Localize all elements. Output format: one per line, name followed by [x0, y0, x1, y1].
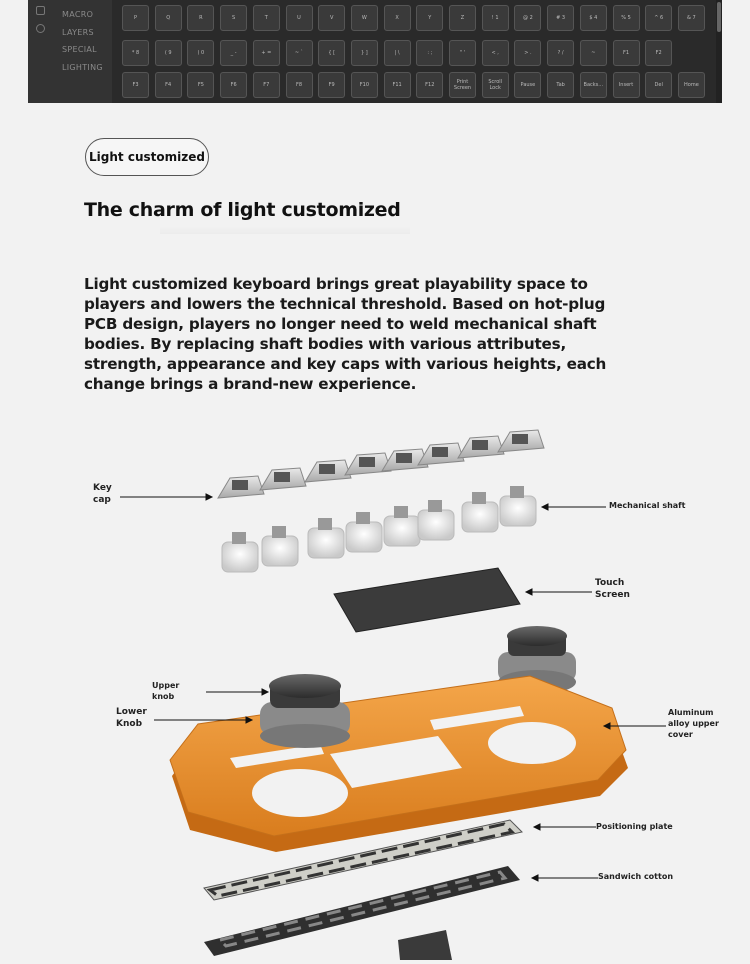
label-touch-screen	[595, 577, 630, 601]
label-line: Knob	[116, 719, 143, 729]
keyboard-key[interactable]: ~ `	[286, 40, 313, 66]
label-line: Upper	[152, 681, 180, 690]
keyboard-key[interactable]: | \	[384, 40, 411, 66]
label-line: cover	[668, 730, 693, 739]
lock-icon	[36, 6, 45, 15]
bulb-icon	[36, 24, 45, 33]
scrollbar[interactable]	[716, 0, 722, 103]
aluminum-cover	[170, 676, 628, 852]
page-title: The charm of light customized	[84, 199, 401, 221]
description-paragraph: Light customized keyboard brings great playability space to players and lowers the technical threshold. Based on hot-plug PCB design, players no longer need to weld mechanical shaft bodies. By replacing shaft bodies with various attributes, strength, appearance and key caps with various heights, each change brings a brand-new experience.	[84, 275, 607, 393]
keyboard-key[interactable]: F12	[416, 72, 443, 98]
keyboard-key[interactable]: ! 1	[482, 5, 509, 31]
key-row	[122, 72, 712, 98]
label-key-cap	[93, 482, 112, 506]
front-knob	[260, 674, 350, 748]
sidebar-item-layers[interactable]: LAYERS	[62, 28, 94, 37]
keyboard-key[interactable]: F6	[220, 72, 247, 98]
keyboard-key[interactable]: V	[318, 5, 345, 31]
keyboard-key[interactable]: Backs...	[580, 72, 607, 98]
keyboard-key[interactable]: Tab	[547, 72, 574, 98]
label-lower-knob	[116, 706, 147, 730]
key-caps	[218, 430, 544, 498]
keyboard-key[interactable]: W	[351, 5, 378, 31]
label-upper-knob	[152, 680, 179, 702]
keyboard-key[interactable]: ? /	[547, 40, 574, 66]
keyboard-key[interactable]: F5	[187, 72, 214, 98]
keyboard-key[interactable]: Print Screen	[449, 72, 476, 98]
title-reflection	[160, 226, 410, 234]
app-sidebar	[28, 0, 112, 103]
keyboard-key[interactable]: F3	[122, 72, 149, 98]
keyboard-key[interactable]: F1	[613, 40, 640, 66]
keyboard-key[interactable]: ~	[580, 40, 607, 66]
keyboard-key[interactable]: X	[384, 5, 411, 31]
keyboard-key[interactable]: T	[253, 5, 280, 31]
touch-screen-panel	[334, 568, 520, 632]
label-line: cap	[93, 495, 111, 505]
mechanical-switches	[222, 486, 536, 572]
keyboard-key[interactable]: F11	[384, 72, 411, 98]
keyboard-key[interactable]: + =	[253, 40, 280, 66]
keyboard-key[interactable]: " '	[449, 40, 476, 66]
keyboard-key[interactable]: $ 4	[580, 5, 607, 31]
keyboard-key[interactable]: ( 9	[155, 40, 182, 66]
sidebar-item-lighting[interactable]: LIGHTING	[62, 63, 103, 72]
keyboard-key[interactable]: F8	[286, 72, 313, 98]
label-line: alloy upper	[668, 719, 719, 728]
keyboard-key[interactable]: & 7	[678, 5, 705, 31]
label-line: Aluminum	[668, 708, 714, 717]
keyboard-key[interactable]: Z	[449, 5, 476, 31]
keyboard-key[interactable]: P	[122, 5, 149, 31]
keyboard-key[interactable]: U	[286, 5, 313, 31]
keyboard-key[interactable]: } ]	[351, 40, 378, 66]
keyboard-key[interactable]: @ 2	[514, 5, 541, 31]
keyboard-key[interactable]: # 3	[547, 5, 574, 31]
label-line: Key	[93, 483, 112, 493]
scroll-thumb[interactable]	[717, 2, 721, 32]
keyboard-key[interactable]: : ;	[416, 40, 443, 66]
label-line: knob	[152, 692, 175, 701]
keyboard-key[interactable]: S	[220, 5, 247, 31]
label-sandwich-cotton: Sandwich cotton	[598, 872, 674, 881]
keyboard-key[interactable]: * 8	[122, 40, 149, 66]
keyboard-key[interactable]: Pause	[514, 72, 541, 98]
label-line: Touch	[595, 578, 625, 588]
keymap-app-screenshot	[28, 0, 722, 103]
keyboard-key[interactable]: F4	[155, 72, 182, 98]
label-line: Screen	[595, 590, 630, 600]
sidebar-item-special[interactable]: SPECIAL	[62, 45, 97, 54]
keyboard-key[interactable]: > .	[514, 40, 541, 66]
keyboard-key[interactable]: ^ 6	[645, 5, 672, 31]
keyboard-key[interactable]: Y	[416, 5, 443, 31]
key-row	[122, 5, 712, 31]
keyboard-key[interactable]: F10	[351, 72, 378, 98]
keyboard-key[interactable]: < ,	[482, 40, 509, 66]
keyboard-key[interactable]: Del	[645, 72, 672, 98]
key-grid	[122, 3, 712, 99]
keyboard-key[interactable]: Q	[155, 5, 182, 31]
key-row	[122, 40, 712, 66]
keyboard-key[interactable]: % 5	[613, 5, 640, 31]
keyboard-key[interactable]: Insert	[613, 72, 640, 98]
keyboard-key[interactable]: _ -	[220, 40, 247, 66]
keyboard-key[interactable]: F9	[318, 72, 345, 98]
label-mechanical-shaft: Mechanical shaft	[609, 501, 686, 510]
keyboard-key[interactable]: ) 0	[187, 40, 214, 66]
label-aluminum-cover	[668, 707, 719, 740]
section-badge: Light customized	[85, 138, 209, 176]
keyboard-key[interactable]: F7	[253, 72, 280, 98]
label-line: Lower	[116, 707, 147, 717]
sidebar-item-macro[interactable]: MACRO	[62, 10, 94, 19]
keyboard-key[interactable]: R	[187, 5, 214, 31]
exploded-view-illustration	[0, 420, 750, 960]
keyboard-key[interactable]: { [	[318, 40, 345, 66]
keyboard-key[interactable]: F2	[645, 40, 672, 66]
label-positioning-plate: Positioning plate	[596, 822, 673, 831]
keyboard-key[interactable]: Scroll Lock	[482, 72, 509, 98]
keyboard-key[interactable]: Home	[678, 72, 705, 98]
